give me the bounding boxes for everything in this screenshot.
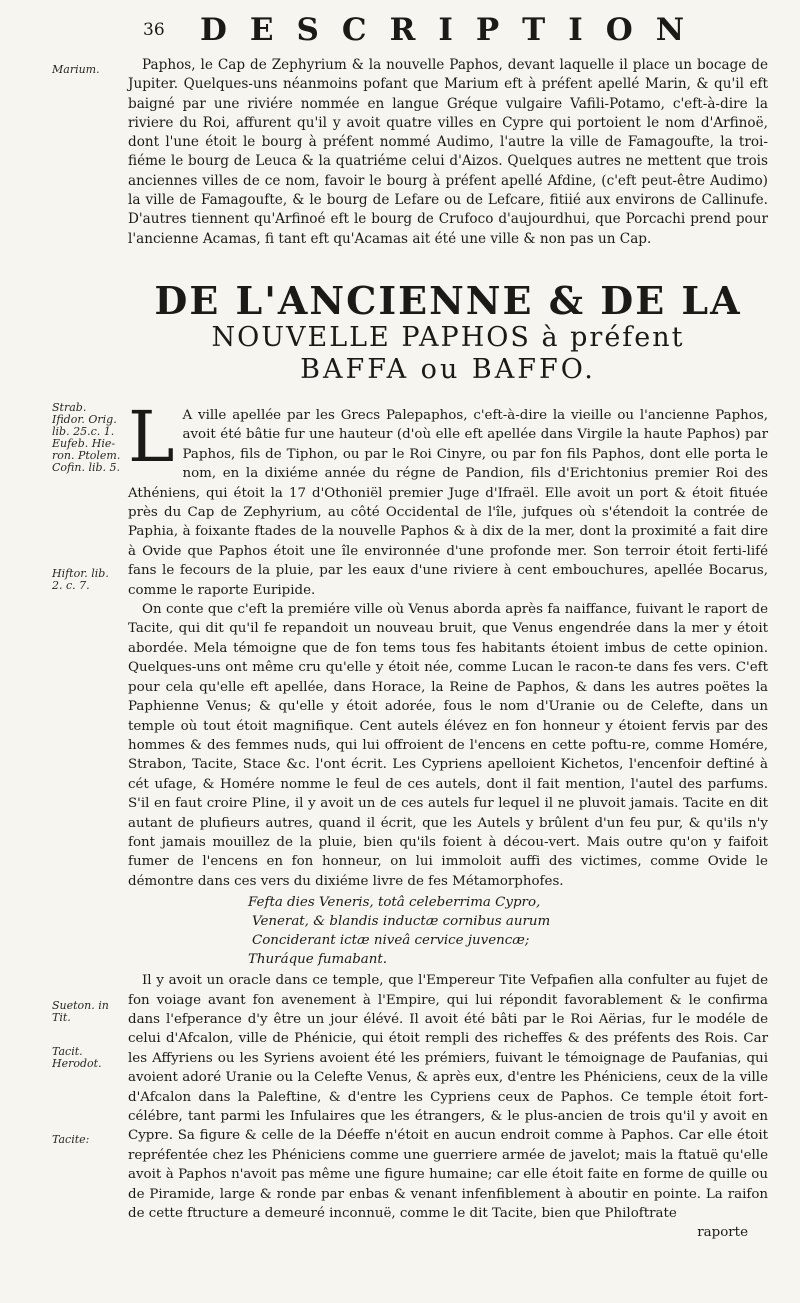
page-number: 36 <box>143 20 165 40</box>
body-paragraph-2: On conte que c'eft la premiére ville où Venus aborda après fa naiffance, fuivant le raport de Tacite, qui dit qu'il fe repandoit un nouveau bruit, que Venus engendrée dans la mer y étoit abordée. Mela témoigne que de fon tems tous fes habitants étoient imbus de cette opinion. Quelques-uns ont même cru qu'elle y étoit née, comme Lucan le racon-te dans fes vers. C'eft pour cela qu'elle eft apellée, dans Horace, la Reine de Paphos, & dans les autres poëtes la Paphienne Venus; & qu'elle y étoit adorée, fous le nom d'Uranie ou de Celefte, dans un temple où tout étoit magnifique. Cent autels élévez en fon honneur y étoient fervis par des hommes & des femmes nuds, qui lui offroient de l'encens en cette poftu-re, comme Homére, Strabon, Tacite, Stace &c. l'ont écrit. Les Cypriens apelloient Kichetos, l'encenfoir deftiné à cét ufage, & Homére nomme le feul de ces autels, dont il fait mention, l'autel des parfums. S'il en faut croire Pline, il y avoit un de ces autels fur lequel il ne pluvoit jamais. Tacite en dit autant de plufieurs autres, quand il écrit, que les Autels y brûlent d'un feu pur, & qu'ils n'y font jamais mouillez de la pluie, bien qu'ils foient à décou-vert. Mais outre qu'on y faifoit fumer de l'encens en fon honneur, on lui immoloit auffi des victimes, comme Ovide le démontre dans ces vers du dixiéme livre de fes Métamorphofes. <box>128 602 768 889</box>
running-title: DESCRIPTION <box>200 12 708 48</box>
margin-note: Tacit. Herodot. <box>52 1045 102 1070</box>
section-title-line-1: DE L'ANCIENNE & DE LA <box>154 278 742 323</box>
section-title <box>128 280 768 386</box>
section-title-line-3: BAFFA ou BAFFO. <box>300 354 596 385</box>
verse-line: Venerat, & blandis inductæ cornibus aurum <box>252 914 551 930</box>
margin-note: Marium. <box>52 63 100 76</box>
verse-line: Conciderant ictæ niveâ cervice juvencæ; <box>252 933 530 949</box>
verse-line: Fefta dies Veneris, totâ celeberrima Cypro, <box>248 895 541 911</box>
body-text <box>128 396 768 1243</box>
drop-cap: L <box>128 396 175 478</box>
body-paragraph-1-text: A ville apellée par les Grecs Palepaphos, c'eft-à-dire la vieille ou l'ancienne Paphos, avoit été bâtie fur une hauteur (d'où elle eft apellée dans Virgile la haute Paphos) par Paphos, fils de Tiphon, ou par le Roi Cinyre, ou par fon fils Paphos, dont elle porta le nom, en la dixiéme année du régne de Pandion, fils d'Erichtonius premier Roi des Athéniens, qui étoit la 17 d'Othoniël premier Juge d'Ifraël. Elle avoit un port & étoit fituée près du Cap de Zephyrium, au côté Occidental de l'île, jufques où s'étendoit la contrée de Paphia, à foixante ftades de la nouvelle Paphos & à dix de la mer, dont la proximité a fait dire à Ovide que Paphos étoit une île environnée d'une profonde mer. Son terroir étoit ferti-lifé fans le fecours de la pluie, par les eaux d'une riviere à cent embouchures, apellée Bocarus, comme le raporte Euripide. <box>128 408 768 598</box>
margin-note: Tacite: <box>52 1133 90 1146</box>
body-paragraph-1 <box>128 396 768 600</box>
catchword: raporte <box>697 1225 748 1241</box>
margin-note: Strab. Ifidor. Orig. lib. 25.c. 1. Eufeb. Hie-ron. Ptolem. Cofin. lib. 5. <box>52 401 121 474</box>
verse-line: Thuráque fumabant. <box>248 952 388 968</box>
margin-note: Hiftor. lib. 2. c. 7. <box>52 567 109 592</box>
margin-note: Sueton. in Tit. <box>52 999 109 1024</box>
intro-paragraph <box>128 56 768 249</box>
section-title-line-2: NOUVELLE PAPHOS à préfent <box>211 322 685 353</box>
intro-text: Paphos, le Cap de Zephyrium & la nouvelle Paphos, devant laquelle il place un bocage de Jupiter. Quelques-uns néanmoins pofant que Marium eft à préfent apellé Marin, & qu'il eft baigné par une riviére nommée en langue Gréque vulgaire Vafili-Potamo, c'eft-à-dire la riviere du Roi, affurent qu'il y avoit quatre villes en Cypre qui portoient le nom d'Arfinoë, dont l'une étoit le bourg à préfent nommé Audimo, l'autre la ville de Famagoufte, la troi-fiéme le bourg de Leuca & la quatriéme celui d'Aizos. Quelques autres ne mettent que trois anciennes villes de ce nom, favoir le bourg à préfent apellé Afdine, (c'eft peut-être Audimo) la ville de Famagoufte, & le bourg de Lefare ou de Lefcare, fitiié aux environs de Callinufe. D'autres tiennent qu'Arfinoé eft le bourg de Crufoco d'aujourdhui, que Porcachi prend pour l'ancienne Acamas, fi tant eft qu'Acamas ait été une ville & non pas un Cap. <box>128 57 768 247</box>
verse-quote <box>248 893 768 969</box>
body-paragraph-3: Il y avoit un oracle dans ce temple, que l'Empereur Tite Vefpafien alla confulter au fujet de fon voiage avant fon avenement à l'Empire, qui lui répondit favorablement & le confirma dans l'efperance d'y être un jour élévé. Il avoit été bâti par le Roi Aërias, fur le modéle de celui d'Afcalon, ville de Phénicie, qui étoit rempli des richeffes & des préfents des Rois. Car les Affyriens ou les Syriens avoient été les prémiers, fuivant le témoignage de Paufanias, qui avoient adoré Uranie ou la Celefte Venus, & après eux, d'entre les Phéniciens, ceux de la ville d'Afcalon dans la Paleftine, & d'entre les Cypriens ceux de Paphos. Ce temple étoit fort-célébre, tant parmi les Infulaires que les étrangers, & le plus-ancien de trois qu'il y avoit en Cypre. Sa figure & celle de la Déeffe n'étoit en aucun endroit comme à Paphos. Car elle étoit repréfentée chez les Phéniciens comme une guerriere armée de javelot; mais la ftatuë qu'elle avoit à Paphos n'avoit pas même une figure humaine; car elle étoit faite en forme de quille ou de Piramide, large & ronde par enbas & venant infenfiblement à aboutir en pointe. La raifon de cette ftructure a demeuré inconnuë, comme le dit Tacite, bien que Philoftrate <box>128 973 768 1222</box>
